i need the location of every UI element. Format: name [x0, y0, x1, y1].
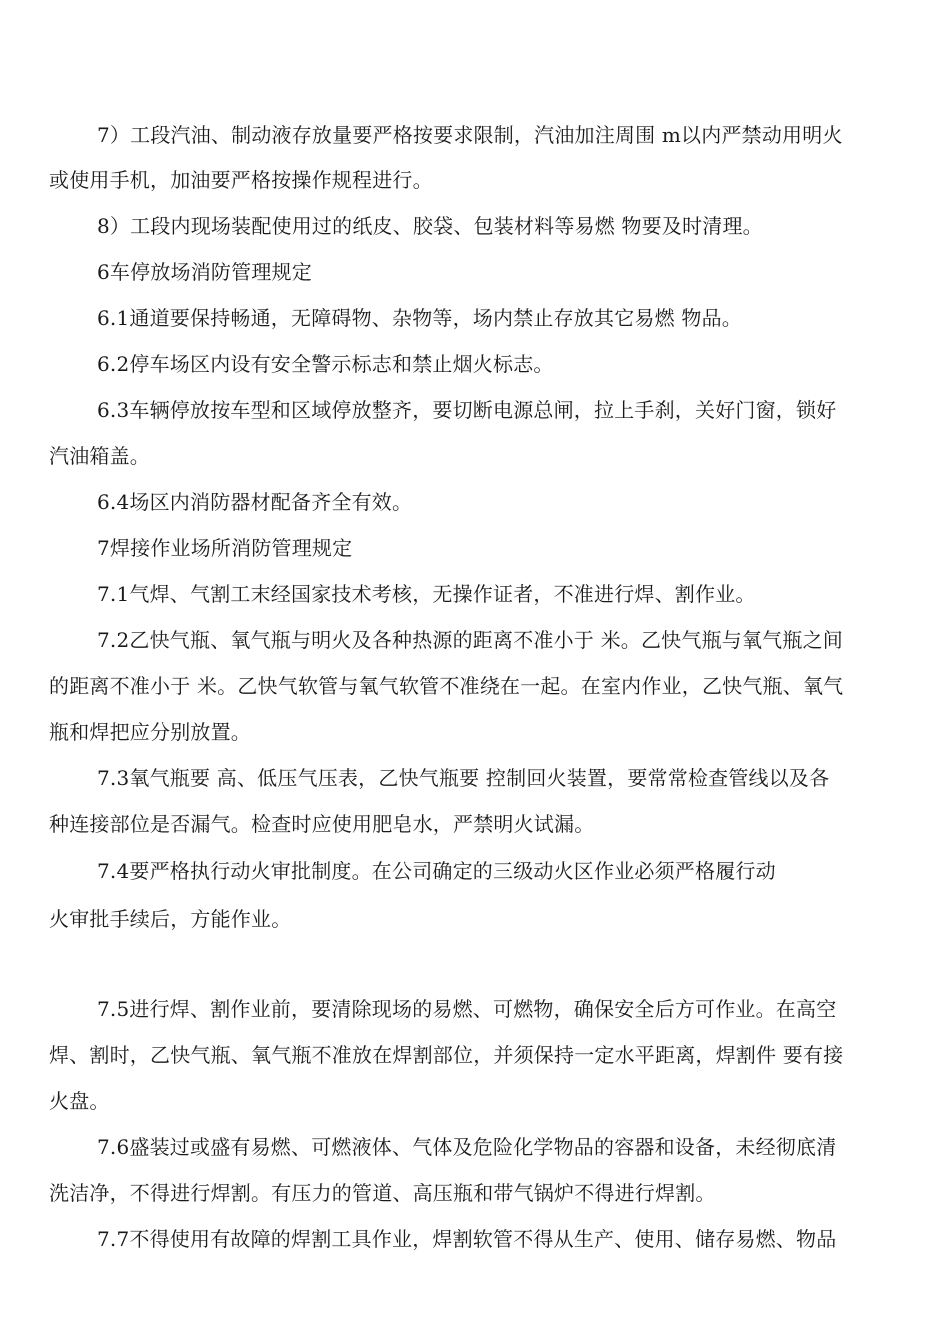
clause-7-4-line-1: 7.4要严格执行动火审批制度。在公司确定的三级动火区作业必须严格履行动 [97, 859, 776, 883]
paragraph-7-line-2: 或使用手机，加油要严格按操作规程进行。 [49, 168, 433, 192]
paragraph-7-line-1: 7）工段汽油、制动液存放量要严格按要求限制，汽油加注周围 m以内严禁动用明火 [97, 123, 843, 147]
clause-7-5-line-2: 焊、割时，乙快气瓶、氧气瓶不准放在焊割部位，并须保持一定水平距离，焊割件 要有接 [49, 1043, 844, 1067]
clause-7-2-line-3: 瓶和焊把应分别放置。 [49, 720, 251, 744]
clause-7-3-line-2: 种连接部位是否漏气。检查时应使用肥皂水，严禁明火试漏。 [49, 812, 595, 836]
clause-7-2-line-1: 7.2乙快气瓶、氧气瓶与明火及各种热源的距离不准小于 米。乙快气瓶与氧气瓶之间 [97, 628, 843, 652]
section-heading-6: 6车停放场消防管理规定 [97, 260, 312, 284]
clause-7-4-line-2: 火审批手续后，方能作业。 [49, 907, 292, 931]
clause-6-1: 6.1通道要保持畅通，无障碍物、杂物等，场内禁止存放其它易燃 物品。 [97, 306, 742, 330]
clause-6-3-line-2: 汽油箱盖。 [49, 444, 150, 468]
clause-6-2: 6.2停车场区内设有安全警示标志和禁止烟火标志。 [97, 352, 554, 376]
clause-7-5-line-1: 7.5进行焊、割作业前，要清除现场的易燃、可燃物，确保安全后方可作业。在高空 [97, 997, 837, 1021]
clause-7-6-line-1: 7.6盛装过或盛有易燃、可燃液体、气体及危险化学物品的容器和设备，未经彻底清 [97, 1135, 837, 1159]
clause-7-5-line-3: 火盘。 [49, 1089, 110, 1113]
clause-7-2-line-2: 的距离不准小于 米。乙快气软管与氧气软管不准绕在一起。在室内作业，乙快气瓶、氧气 [49, 674, 844, 698]
paragraph-8: 8）工段内现场装配使用过的纸皮、胶袋、包装材料等易燃 物要及时清理。 [97, 214, 763, 238]
clause-6-4: 6.4场区内消防器材配备齐全有效。 [97, 490, 413, 514]
section-heading-7: 7焊接作业场所消防管理规定 [97, 536, 353, 560]
clause-7-1: 7.1气焊、气割工末经国家技术考核，无操作证者，不准进行焊、割作业。 [97, 582, 756, 606]
clause-6-3-line-1: 6.3车辆停放按车型和区域停放整齐，要切断电源总闸，拉上手刹，关好门窗，锁好 [97, 398, 837, 422]
clause-7-3-line-1: 7.3氧气瓶要 高、低压气压表，乙快气瓶要 控制回火装置，要常常检查管线以及各 [97, 766, 830, 790]
clause-7-6-line-2: 洗洁净，不得进行焊割。有压力的管道、高压瓶和带气锅炉不得进行焊割。 [49, 1181, 716, 1205]
clause-7-7-line-1: 7.7不得使用有故障的焊割工具作业，焊割软管不得从生产、使用、储存易燃、物品 [97, 1227, 837, 1251]
